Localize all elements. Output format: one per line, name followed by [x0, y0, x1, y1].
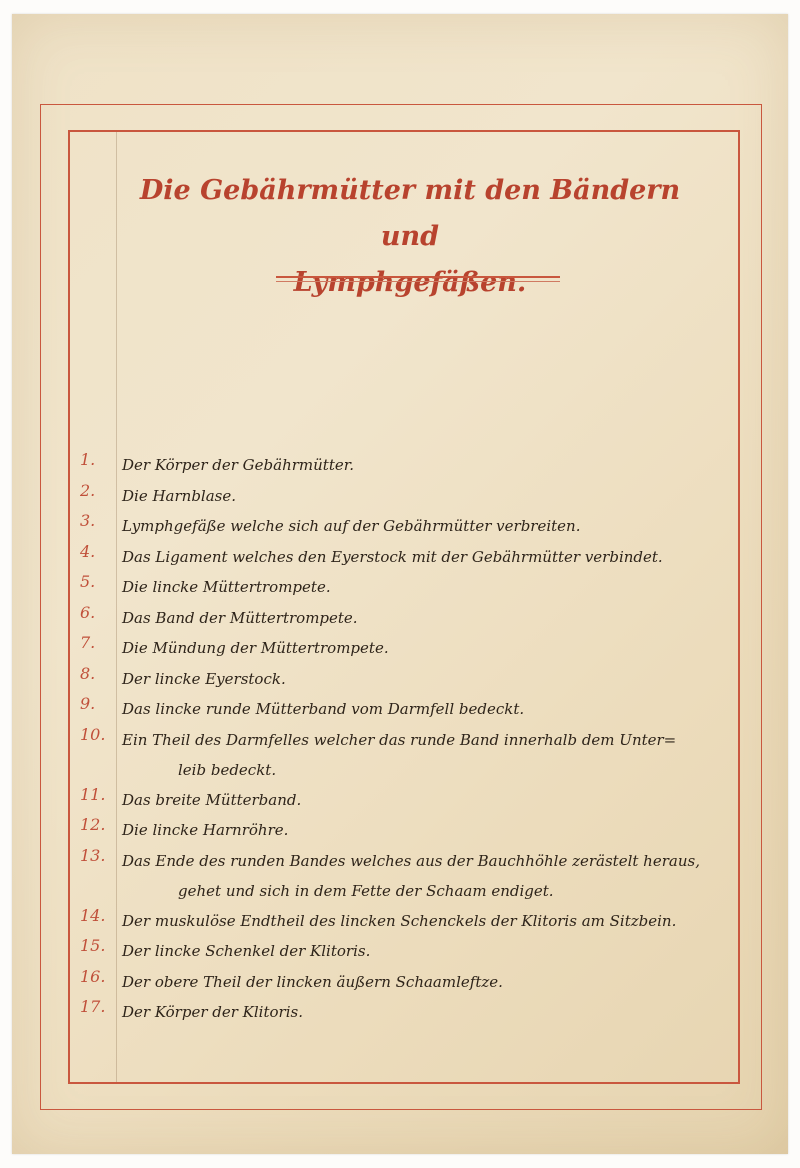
legend-text-line: Das breite Mütterband. [122, 790, 302, 809]
legend-number: 7. [80, 633, 96, 652]
legend-item [0, 507, 800, 538]
legend-text-line: Die lincke Müttertrompete. [122, 578, 331, 596]
title-underline-secondary [276, 281, 560, 282]
legend-item [0, 568, 800, 599]
legend-item [0, 811, 800, 842]
legend-item [0, 629, 800, 660]
page-title [130, 168, 690, 306]
legend-item [0, 446, 800, 477]
legend-number: 10. [80, 724, 106, 744]
legend-text [122, 450, 722, 480]
legend-item [0, 690, 800, 721]
legend-text-line: Lymphgefäße welche sich auf der Gebährmütter verbreiten. [122, 517, 581, 535]
legend-text [122, 725, 722, 785]
legend-text [122, 997, 722, 1027]
legend-text [122, 694, 722, 724]
legend-text-line: Der lincke Eyerstock. [122, 669, 286, 688]
legend-text-line: Die Harnblase. [122, 486, 237, 505]
legend-number: 9. [80, 694, 96, 713]
legend-number: 2. [80, 480, 96, 500]
legend-item [0, 902, 800, 933]
legend-text [122, 967, 722, 997]
legend-text-continuation: gehet und sich in dem Fette der Schaam endiget. [178, 881, 554, 900]
legend-item [0, 599, 800, 630]
legend-text [122, 633, 722, 663]
legend-text-line: Der Körper der Gebährmütter. [122, 456, 355, 474]
legend-text [122, 846, 722, 906]
legend-text-continuation: leib bedeckt. [178, 760, 277, 779]
legend-number: 3. [80, 511, 96, 530]
legend-text-line: Das Ende des runden Bandes welches aus der Bauchhöhle zerästelt heraus, [122, 851, 700, 870]
legend-text [122, 603, 722, 633]
legend-item [0, 538, 800, 569]
legend-text [122, 785, 722, 815]
legend-number: 15. [80, 936, 106, 955]
legend-text-line: Das lincke runde Mütterband vom Darmfell bedeckt. [122, 700, 525, 718]
title-underline [276, 276, 560, 278]
legend-item [0, 721, 800, 781]
legend-item [0, 477, 800, 508]
legend-number: 4. [80, 541, 96, 561]
legend-item [0, 963, 800, 994]
legend-text-line: Der Körper der Klitoris. [122, 1003, 303, 1021]
legend-text [122, 906, 722, 936]
legend-number: 11. [80, 784, 106, 804]
legend-number: 12. [80, 815, 106, 834]
legend-item [0, 660, 800, 691]
legend-text-line: Der muskulöse Endtheil des lincken Schenckels der Klitoris am Sitzbein. [122, 911, 677, 930]
title-line-2: Lymphgefäßen. [293, 267, 527, 298]
legend-item [0, 781, 800, 812]
legend-item [0, 993, 800, 1024]
legend-number: 14. [80, 905, 106, 925]
legend-text [122, 511, 722, 541]
legend-item [0, 932, 800, 963]
legend-text-line: Das Band der Müttertrompete. [122, 608, 358, 627]
legend-item [0, 842, 800, 902]
legend-number: 5. [80, 572, 96, 591]
legend-text [122, 542, 722, 572]
legend-number: 1. [80, 450, 96, 469]
title-line-1: Die Gebährmütter mit den Bändern und [139, 175, 681, 252]
legend-text-line: Der lincke Schenkel der Klitoris. [122, 942, 371, 960]
legend-text-line: Die lincke Harnröhre. [122, 821, 289, 839]
legend-text [122, 936, 722, 966]
legend-text [122, 815, 722, 845]
legend-text-line: Das Ligament welches den Eyerstock mit der Gebährmütter verbindet. [122, 547, 663, 566]
legend-number: 16. [80, 966, 106, 986]
legend-text-line: Ein Theil des Darmfelles welcher das runde Band innerhalb dem Unter= [122, 730, 677, 749]
legend-number: 13. [80, 845, 106, 865]
legend-number: 17. [80, 997, 106, 1016]
legend-text-line: Der obere Theil der lincken äußern Schaamleftze. [122, 972, 503, 991]
legend-text-line: Die Mündung der Müttertrompete. [122, 639, 389, 657]
legend-number: 8. [80, 663, 96, 683]
legend-text [122, 572, 722, 602]
legend-text [122, 664, 722, 694]
legend-text [122, 481, 722, 511]
legend-number: 6. [80, 602, 96, 622]
legend-list [0, 446, 800, 1024]
